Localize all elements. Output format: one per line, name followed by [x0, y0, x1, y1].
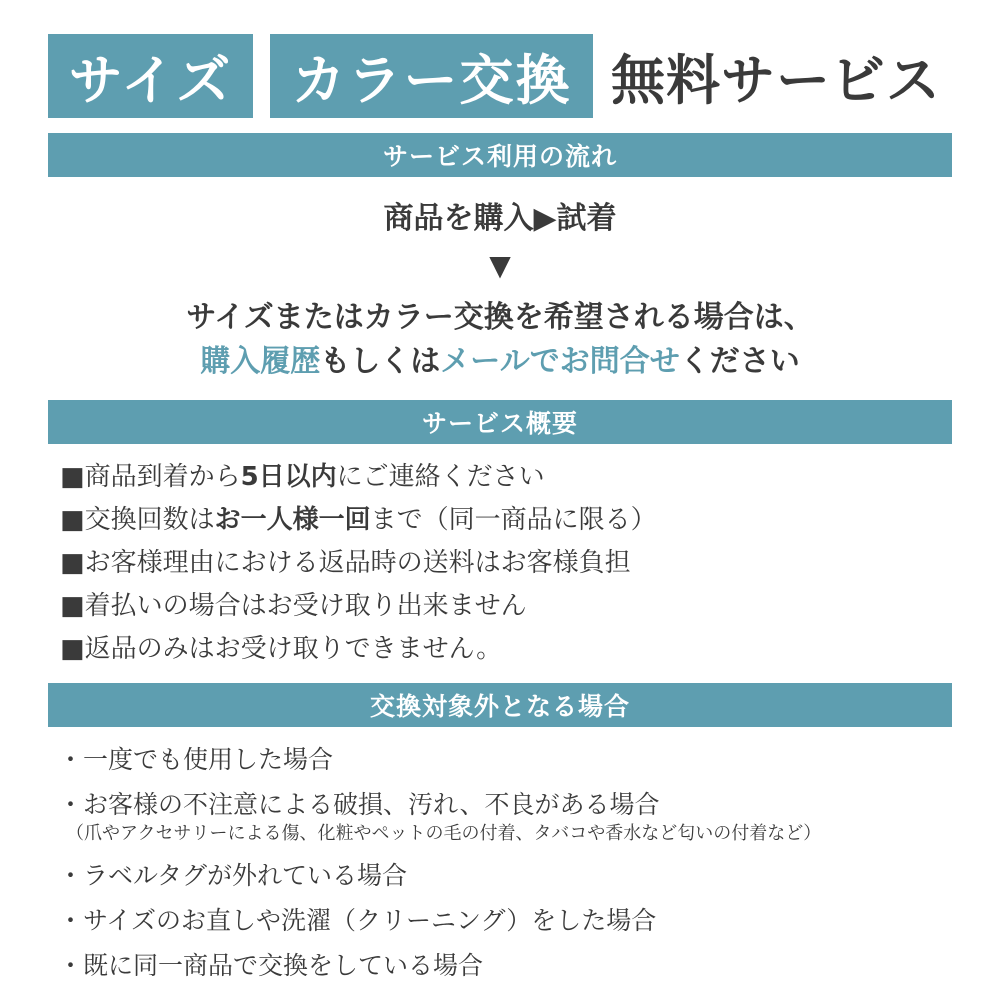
title-size-box: サイズ	[48, 34, 253, 118]
list-item: ・ラベルタグが外れている場合	[58, 860, 408, 890]
list-item	[60, 539, 960, 582]
title-free-service: 無料サービス	[611, 48, 941, 112]
overview-item-text: まで（同一商品に限る）	[370, 505, 657, 535]
down-arrow-icon: ▼	[489, 249, 511, 282]
list-item: ・既に同一商品で交換をしている場合	[58, 950, 484, 980]
overview-item-text: ■お客様理由における返品時の送料はお客様負担	[60, 548, 631, 578]
excluded-list	[58, 735, 978, 986]
overview-heading: サービス概要	[48, 400, 952, 444]
overview-list	[60, 453, 960, 668]
list-item	[60, 496, 960, 539]
list-item	[60, 582, 960, 625]
overview-item-text: ■着払いの場合はお受け取り出来ません	[60, 591, 527, 621]
purchase-history-link-text: 購入履歴	[200, 344, 321, 379]
overview-item-text: ■交換回数は	[60, 505, 215, 535]
excluded-note: （爪やアクセサリーによる傷、化粧やペットの毛の付着、タバコや香水など匂いの付着など）	[66, 823, 822, 844]
list-item: ・お客様の不注意による破損、汚れ、不良がある場合	[58, 789, 660, 819]
overview-item-emphasis: 5日以内	[240, 462, 337, 492]
overview-item-text: ■商品到着から	[60, 462, 241, 492]
email-inquiry-link-text: メールでお問合せ	[440, 344, 680, 379]
overview-item-text: ■返品のみはお受け取りできません。	[60, 634, 503, 664]
list-item	[60, 625, 960, 668]
flow-heading: サービス利用の流れ	[48, 133, 952, 177]
flow-step3-tail: ください	[679, 344, 800, 379]
overview-item-emphasis: お一人様一回	[214, 505, 371, 535]
flow-step-request: サイズまたはカラー交換を希望される場合は、	[186, 300, 814, 335]
flow-step-purchase: 商品を購入▶試着	[383, 201, 617, 236]
list-item: ・一度でも使用した場合	[58, 744, 334, 774]
title-color-exchange-box: カラー交換	[270, 34, 593, 118]
flow-step3-connector: もしくは	[320, 344, 441, 379]
flow-step-contact	[0, 336, 1000, 380]
list-item	[60, 453, 960, 496]
overview-item-text: にご連絡ください	[336, 462, 545, 492]
list-item: ・サイズのお直しや洗濯（クリーニング）をした場合	[58, 905, 657, 935]
title-row	[48, 34, 952, 118]
excluded-heading: 交換対象外となる場合	[48, 683, 952, 727]
